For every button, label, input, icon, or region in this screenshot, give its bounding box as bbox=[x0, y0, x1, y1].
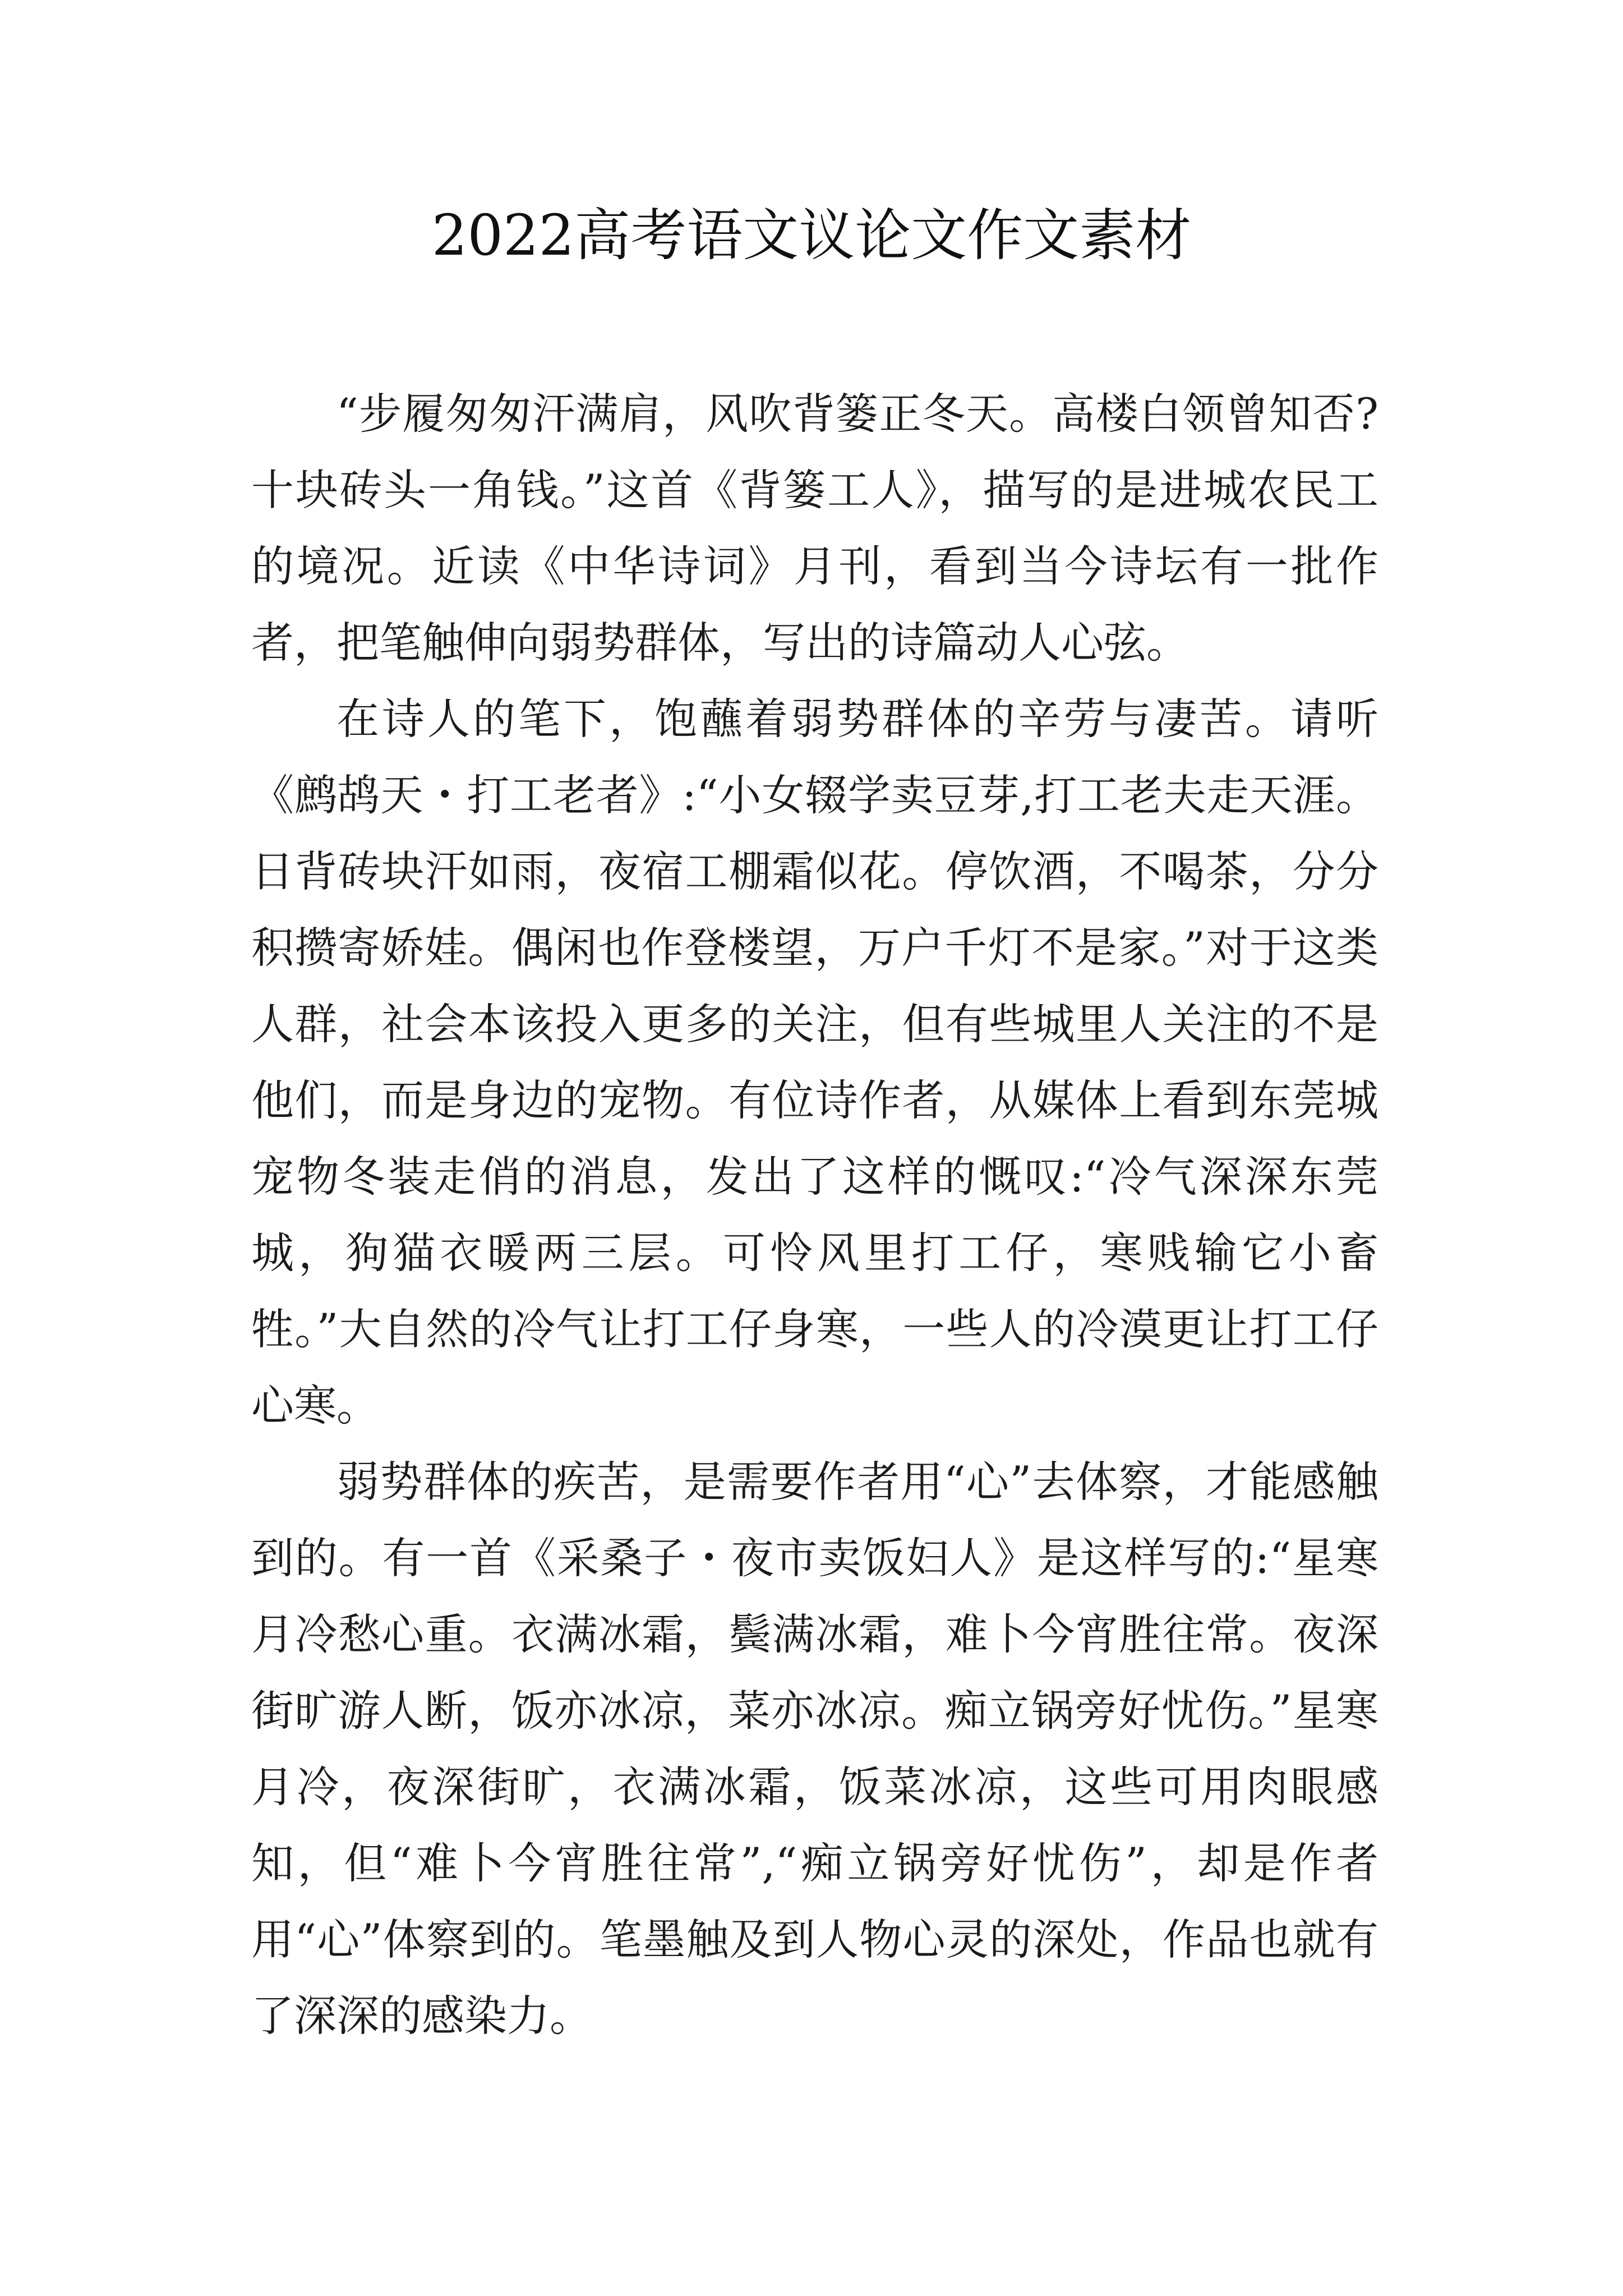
paragraph: 在诗人的笔下，饱蘸着弱势群体的辛劳与凄苦。请听《鹧鸪天・打工老者》:“小女辍学卖豆芽,打工老夫走天涯。日背砖块汗如雨，夜宿工棚霜似花。停饮酒，不喝茶，分分积攒寄娇娃。偶闲也作登楼望，万户千灯不是家。”对于这类人群，社会本该投入更多的关注，但有些城里人关注的不是他们，而是身边的宠物。有位诗作者，从媒体上看到东莞城宠物冬装走俏的消息，发出了这样的慨叹:“冷气深深东莞城，狗猫衣暖两三层。可怜风里打工仔，寒贱输它小畜牲。”大自然的冷气让打工仔身寒，一些人的冷漠更让打工仔心寒。 bbox=[251, 694, 1378, 1430]
paragraph: 弱势群体的疾苦，是需要作者用“心”去体察，才能感触到的。有一首《采桑子・夜市卖饭妇人》是这样写的:“星寒月冷愁心重。衣满冰霜，鬓满冰霜，难卜今宵胜往常。夜深街旷游人断，饭亦冰凉，菜亦冰凉。痴立锅旁好忧伤。”星寒月冷，夜深街旷，衣满冰霜，饭菜冰凉，这些可用肉眼感知，但“难卜今宵胜往常”,“痴立锅旁好忧伤”，却是作者用“心”体察到的。笔墨触及到人物心灵的深处，作品也就有了深深的感染力。 bbox=[251, 1457, 1378, 2041]
document-title: 2022高考语文议论文作文素材 bbox=[431, 203, 1192, 268]
document-body bbox=[251, 376, 1378, 2054]
paragraph: “步履匆匆汗满肩，风吹背篓正冬天。高楼白领曾知否?十块砖头一角钱。”这首《背篓工人》，描写的是进城农民工的境况。近读《中华诗词》月刊，看到当今诗坛有一批作者，把笔触伸向弱势群体，写出的诗篇动人心弦。 bbox=[251, 389, 1378, 668]
